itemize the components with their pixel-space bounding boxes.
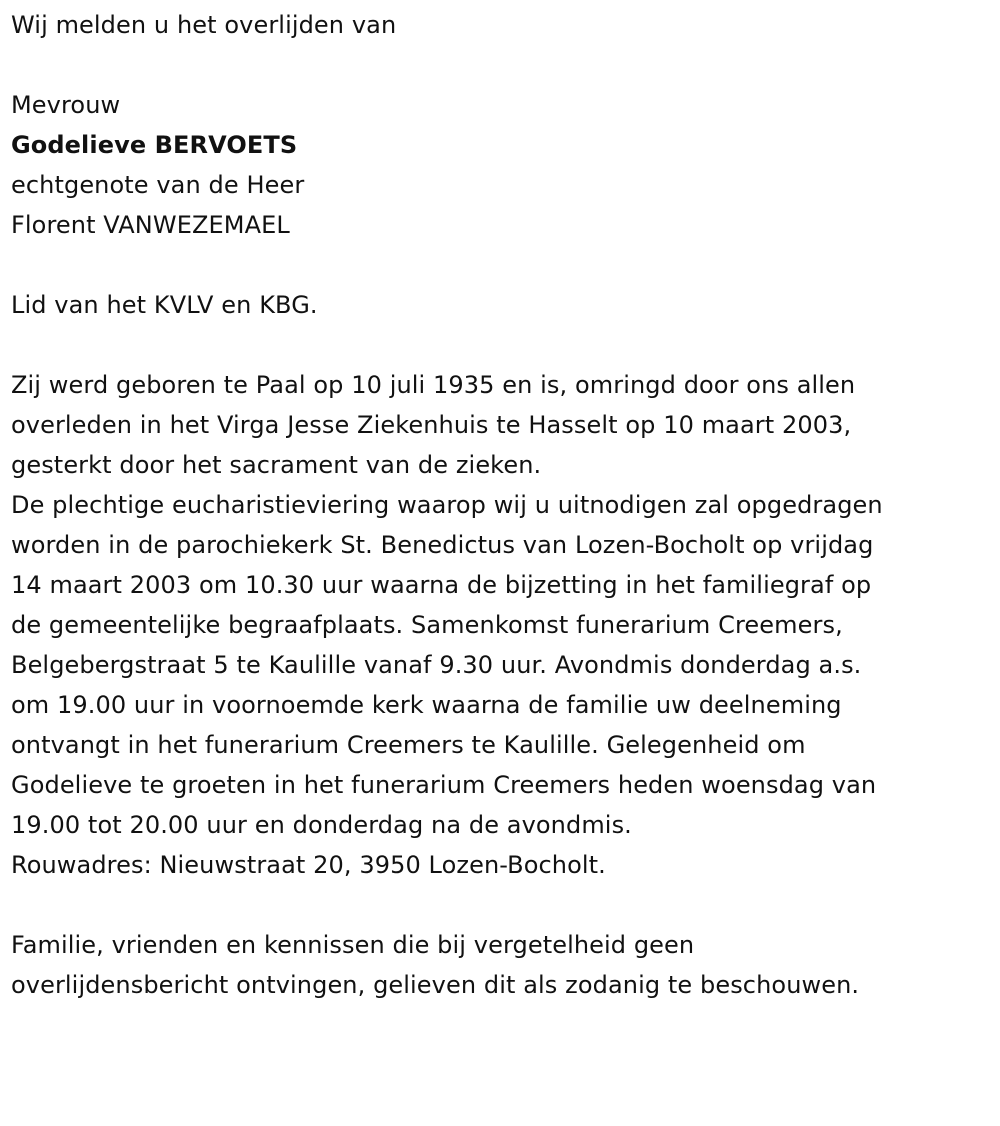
paragraph-line: overleden in het Virga Jesse Ziekenhuis te Hasselt op 10 maart 2003, xyxy=(11,411,852,439)
paragraph-line: Belgebergstraat 5 te Kaulille vanaf 9.30 uur. Avondmis donderdag a.s. xyxy=(11,651,862,679)
paragraph-line: Zij werd geboren te Paal op 10 juli 1935 en is, omringd door ons allen xyxy=(11,371,856,399)
paragraph-line: 19.00 tot 20.00 uur en donderdag na de avondmis. xyxy=(11,811,632,839)
paragraph-line: 14 maart 2003 om 10.30 uur waarna de bijzetting in het familiegraf op xyxy=(11,571,872,599)
ceremony-paragraph xyxy=(11,485,991,845)
spouse-name: Florent VANWEZEMAEL xyxy=(11,211,290,239)
address-line: Rouwadres: Nieuwstraat 20, 3950 Lozen-Bocholt. xyxy=(11,851,606,879)
spouse-relation: echtgenote van de Heer xyxy=(11,171,305,199)
paragraph-line: om 19.00 uur in voornoemde kerk waarna de familie uw deelneming xyxy=(11,691,842,719)
birth-death-paragraph xyxy=(11,365,991,485)
paragraph-line: De plechtige eucharistieviering waarop wij u uitnodigen zal opgedragen xyxy=(11,491,883,519)
paragraph-line: gesterkt door het sacrament van de zieken. xyxy=(11,451,542,479)
paragraph-line: Familie, vrienden en kennissen die bij vergetelheid geen xyxy=(11,931,695,959)
membership-line: Lid van het KVLV en KBG. xyxy=(11,291,318,319)
closing-paragraph xyxy=(11,925,991,1005)
paragraph-line: de gemeentelijke begraafplaats. Samenkomst funerarium Creemers, xyxy=(11,611,843,639)
paragraph-line: Godelieve te groeten in het funerarium Creemers heden woensdag van xyxy=(11,771,877,799)
intro-line: Wij melden u het overlijden van xyxy=(11,11,397,39)
paragraph-line: ontvangt in het funerarium Creemers te Kaulille. Gelegenheid om xyxy=(11,731,806,759)
title-prefix: Mevrouw xyxy=(11,91,121,119)
deceased-name: Godelieve BERVOETS xyxy=(11,131,298,159)
death-notice xyxy=(11,5,991,1005)
paragraph-line: worden in de parochiekerk St. Benedictus van Lozen-Bocholt op vrijdag xyxy=(11,531,874,559)
paragraph-line: overlijdensbericht ontvingen, gelieven dit als zodanig te beschouwen. xyxy=(11,971,860,999)
